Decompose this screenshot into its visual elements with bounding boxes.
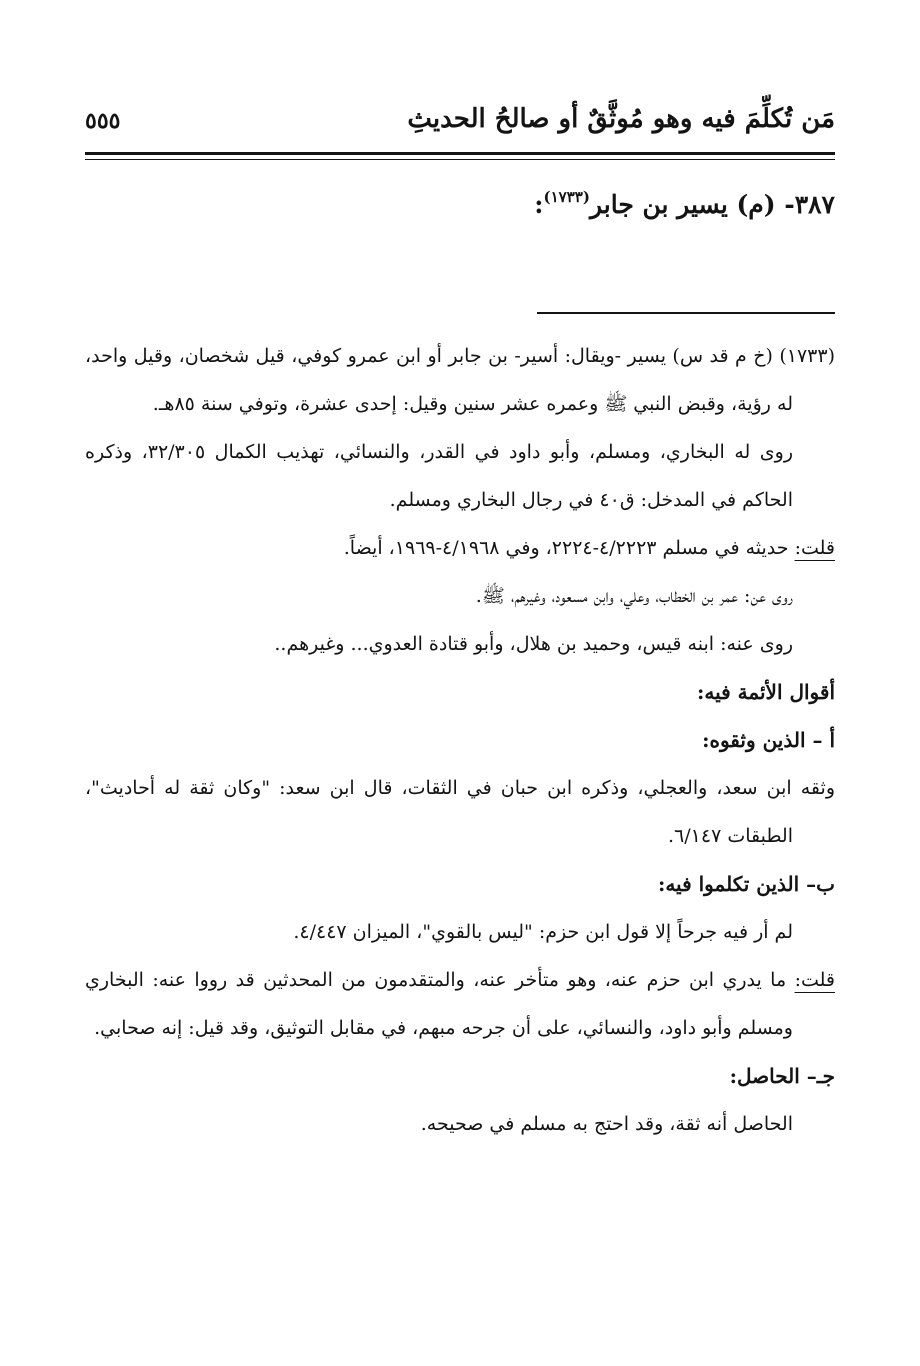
running-header [85,100,835,150]
footnote-paragraph [85,332,835,428]
qult-label: قلت: [794,537,835,559]
section-c-text: الحاصل أنه ثقة، وقد احتج به مسلم في صحيحه. [420,1113,793,1135]
narrated-by-paragraph: روى له البخاري، ومسلم، وأبو داود في القدر، والنسائي، تهذيب الكمال ٣٢/٣٠٥، وذكره الحاكم في المدخل: ق٤٠ في رجال البخاري ومسلم. [85,441,793,511]
qult-text: حديثه في مسلم ٤/٢٢٢٣-٢٢٢٤، وفي ٤/١٩٦٨-١٩٦٩، أيضاً. [343,537,795,559]
qult-paragraph-1 [85,524,835,572]
section-a-text: وثقه ابن سعد، والعجلي، وذكره ابن حبان في الثقات، قال ابن سعد: "وكان ثقة له أحاديث"، الطبقات ٦/١٤٧. [85,777,835,847]
footnote-number: (١٧٣٣) [779,345,835,367]
qult-text-2: ما يدري ابن حزم عنه، وهو متأخر عنه، والمتقدمون من المحدثين قد رووا عنه: البخاري ومسلم وأبو داود، والنسائي، على أن جرحه مبهم، في مقابل التوثيق، وقد قيل: إنه صحابي. [85,969,795,1039]
header-rule-thick [85,152,835,155]
page-number: ٥٥٥ [85,108,121,134]
book-page [85,0,835,1366]
header-rule-thin [85,159,835,160]
page-body [85,332,835,1148]
section-a-heading: أ – الذين وثقوه: [702,728,835,752]
footnote-separator [537,312,835,314]
imams-opinions-heading: أقوال الأئمة فيه: [697,680,835,704]
narrated-from-him-paragraph: روى عنه: ابنه قيس، وحميد بن هلال، وأبو قتادة العدوي... وغيرهم.. [274,633,793,655]
chapter-title: مَن تُكلِّمَ فيه وهو مُوثَّقٌ أو صالحُ الحديثِ [407,104,835,134]
qult-paragraph-2 [85,956,835,1052]
qult-label-2: قلت: [794,969,835,991]
footnote-reference: (١٧٣٣) [543,188,590,206]
section-c-heading: جـ– الحاصل: [729,1064,835,1088]
footnote-text: (خ م قد س) يسير -ويقال: أسير- بن جابر أو ابن عمرو كوفي، قيل شخصان، وقيل واحد، له رؤية، وقبض النبي ﷺ وعمره عشر سنين وقيل: إحدى عشرة، وتوفي سنة ٨٥هـ. [85,345,793,415]
section-b-text: لم أر فيه جرحاً إلا قول ابن حزم: "ليس بالقوي"، الميزان ٤/٤٤٧. [293,921,793,943]
entry-heading [534,188,835,219]
entry-colon: : [534,190,544,219]
narrated-from-paragraph: روى عن: عمر بن الخطاب، وعلي، وابن مسعود، وغيرهم، ﷺ. [475,585,793,607]
section-b-heading: ب– الذين تكلموا فيه: [657,872,835,896]
entry-title: ٣٨٧- (م) يسير بن جابر [589,190,835,219]
